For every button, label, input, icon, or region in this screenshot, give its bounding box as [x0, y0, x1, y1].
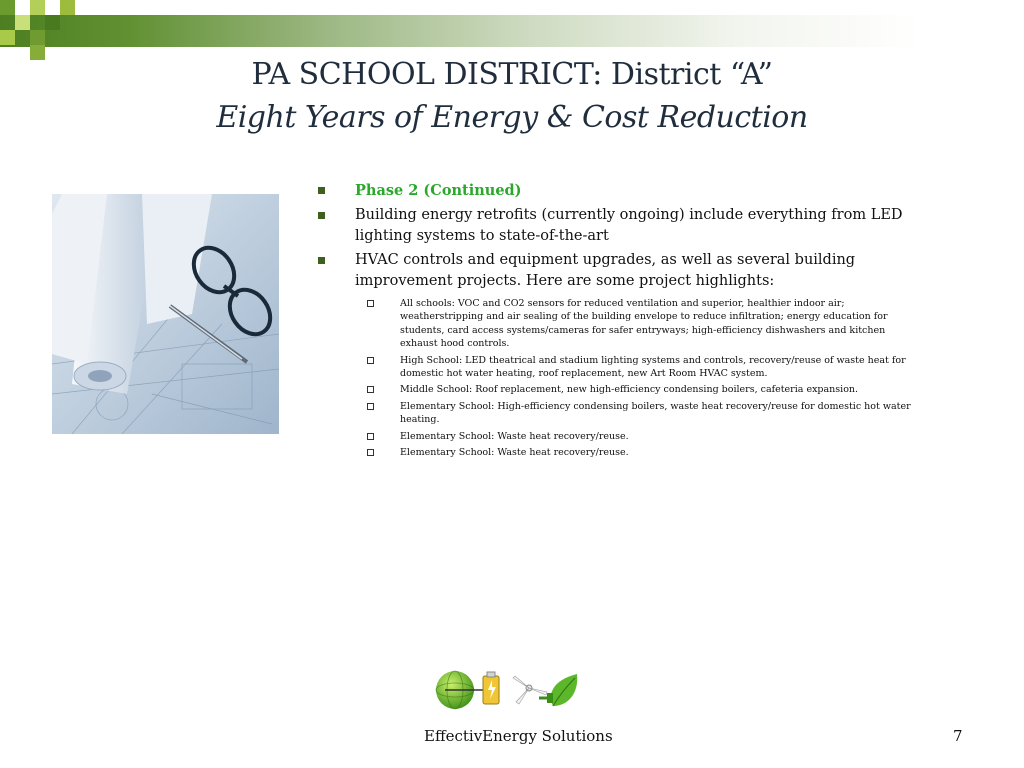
- sub-bullet-item: [367, 354, 918, 381]
- bullet-text: Phase 2 (Continued): [355, 182, 522, 199]
- hollow-square-icon: [367, 449, 374, 456]
- slide-subtitle: Eight Years of Energy & Cost Reduction: [216, 100, 808, 135]
- bullet-text: HVAC controls and equipment upgrades, as well as several building improvement projects. Here are some project highlights:: [355, 252, 856, 289]
- sub-bullet-text: Middle School: Roof replacement, new high-efficiency condensing boilers, cafeteria expansion.: [400, 384, 859, 396]
- footer-text: EffectivEnergy Solutions: [424, 727, 613, 745]
- sub-bullet-text: High School: LED theatrical and stadium lighting systems and controls, recovery/reuse of waste heat for domestic hot water heating, roof replacement, new Art Room HVAC system.: [400, 354, 906, 380]
- bullet-item: [318, 180, 918, 202]
- bullet-item: [318, 250, 918, 292]
- blueprint-photo: [52, 194, 279, 434]
- sub-bullet-item: [367, 383, 918, 396]
- sub-bullet-item: [367, 297, 918, 351]
- hollow-square-icon: [367, 403, 374, 410]
- hollow-square-icon: [367, 433, 374, 440]
- sub-bullet-item: [367, 400, 918, 427]
- plug-leaf-icon: [539, 674, 577, 706]
- energy-logo: [435, 668, 585, 716]
- page-number: 7: [953, 727, 963, 745]
- header-gradient-bar: [0, 15, 1024, 47]
- slide-title: PA SCHOOL DISTRICT: District “A”: [251, 57, 773, 92]
- hollow-square-icon: [367, 300, 374, 307]
- sub-bullet-text: All schools: VOC and CO2 sensors for reduced ventilation and superior, healthier indoor air; weatherstripping and air sealing of the building envelope to reduce infiltration; energy education for students, card access systems/cameras for safer entryways; high-efficiency dishwashers and kitchen exhaust hood controls.: [400, 298, 888, 350]
- bullet-square-icon: [318, 212, 325, 219]
- hollow-square-icon: [367, 357, 374, 364]
- sub-bullet-text: Elementary School: Waste heat recovery/reuse.: [400, 447, 629, 459]
- hollow-square-icon: [367, 386, 374, 393]
- bullet-square-icon: [318, 187, 325, 194]
- bullet-list: [318, 180, 918, 462]
- bullet-square-icon: [318, 257, 325, 264]
- sub-bullet-text: Elementary School: High-efficiency condensing boilers, waste heat recovery/reuse for domestic hot water heating.: [400, 400, 911, 426]
- sub-bullet-item: [367, 430, 918, 443]
- sub-bullet-text: Elementary School: Waste heat recovery/reuse.: [400, 430, 629, 442]
- sub-bullet-item: [367, 446, 918, 459]
- wind-turbine-icon: [513, 676, 547, 704]
- bullet-item: [318, 205, 918, 247]
- bullet-text: Building energy retrofits (currently ongoing) include everything from LED lighting systems to state-of-the-art: [355, 207, 903, 244]
